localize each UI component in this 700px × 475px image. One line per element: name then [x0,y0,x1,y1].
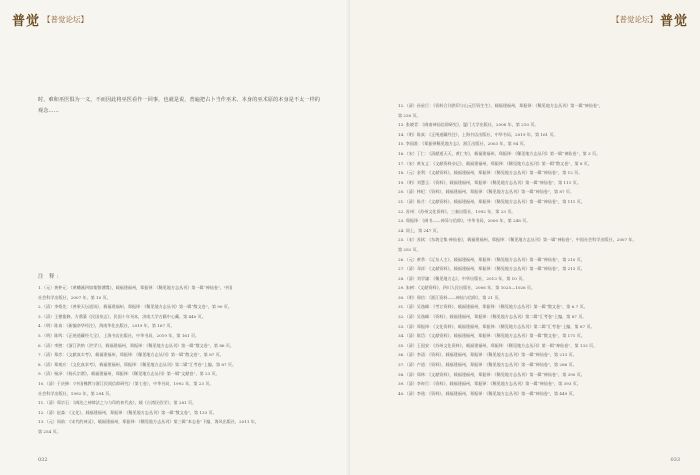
journal-logo: 普觉 [12,14,41,29]
note-line: 27.（清）邓祥：《文献资料》，载福建福州，郑振铎：《稀见地方志丛刊》第一辑“神仙卷”，第 213 页。 [398,266,585,272]
note-line: 13.（元）同前：《宋代的神灵》，载福建福州，郑振铎：《稀见地方志丛刊》第三辑“本志卷”下编，海风出版社，2011 年， [38,419,259,425]
note-line: 29. 朱树：《文献资料》，四川人民出版社，2006 年，第 1025—1026 页。 [398,285,536,291]
note-line: 25.（宋）苏轼：《东坡全集·神仙卷》，载福建福州，郑振铎：《稀见地方志丛刊》第一辑“神仙卷”，中国社会科学出版社，2007 年， [398,237,637,243]
note-line: 6.（清）李煦：《浙江洪纳（洪学）》，载福建福州，郑振铎：《稀见地方志丛刊》第一辑“散文卷”，第 86 页。 [38,342,235,348]
note-line: 12.（清）孙星行：《资料合刊供印与山元臣资生生》，载福建福州，郑振铎：《稀见地方志丛刊》第一辑“神仙卷”， [398,103,604,108]
note-line: 第 230 页。 [398,112,421,118]
note-line: 33.（清）郑振铎：《文化资料》，载福建福州，郑振铎：《稀见地方志丛刊》第二辑“汇考卷”上编，第 87 页。 [398,323,595,329]
body-paragraph: 时，难和巫医俱为一义，不而因此将巫医看作一回事，也就是说，普遍把占卜当作巫术、本身的巫术原的本身是不太一样的观念…… [38,97,320,114]
note-line: 32.（清）吴逸峰：《资料》，载福建福州，郑振铎：《稀见地方志丛刊》第二辑“汇考卷”上编，第 87 页。 [398,314,587,320]
note-line: 第 292 页。 [398,246,421,252]
right-notes-list [398,101,678,398]
note-line: 社会科学出版社，2007 年，第 10 页。 [38,294,111,300]
note-line: 28.（清）刘学谦：《稀见地方志》，中华出版社，2013 年，第 10 页。 [398,275,527,281]
body-text [38,95,320,116]
note-line: 7.（清）郑彦：《文献真实考》，载福建福州，郑振铎：《稀见地方志丛刊》第一辑“散文卷”，第 87 页。 [38,352,224,358]
note-line: 15. 李国淮：《郑振铎稀见地方志》，浙江出版社，2003 年，第 94 页。 [398,141,528,147]
note-line: 17.（宋）黄友义：《文献资料杂记》，载福建福州，郑振铎：《稀见地方志丛刊》第一辑“散文卷”，第 8 页。 [398,160,592,166]
note-line: 12.（清）赵淼：《文化》，载福建福州，郑振铎：《稀见地方志丛刊》第一辑“散文卷”，第 133 页。 [38,409,217,415]
right-header [612,10,688,29]
left-header [12,10,88,29]
section-label: 【普觉论坛】 [611,15,657,24]
note-line: 14.（明）陈真：《正统道藏经注》，上海书店出版社，中华书局，2019 年，第 161 页。 [398,131,558,137]
note-line: 31.（清）吴逸峰：《考订资料》，载福建福州，郑振铎：《稀见地方志丛刊》第一辑“散文卷”，第 6.7 页。 [398,304,588,310]
note-line: 2.（清）李樗先：《善果天坛道场》，载福建福州，郑振铎：《稀见地方志丛刊》第一辑“散文卷”，第 90 页。 [38,304,232,310]
note-line: 社会科学出版社，1992 年，第 294 页。 [38,390,114,396]
journal-logo: 普觉 [659,14,688,29]
page-number-left: 032 [38,457,48,463]
note-line: 39.（清）李时行：《资料》，载福建福州，郑振铎：《稀见地方志丛刊》第一辑“神仙卷”，第 393 页。 [398,381,581,387]
note-line: 23. 郑振铎：《闽书——神异与信仰》，中华书局，2000 年，第 248 页。 [398,218,531,224]
note-line: 9.（清）杨泽：《杨氏宗谱》，载福建福州，郑振铎：《稀见地方志丛刊》第一辑“文献卷”，第 23 页。 [38,371,220,377]
note-line: 11.（清）郑宗石：《闽治之神律法之与与印的初代表》，载《台湾民俗学》，第 281 页。 [38,400,197,406]
right-page [350,0,700,475]
note-line: 10.（清）于庆修：《中国佛教与浙江民间信仰研究》（第七卷），中华书局，1992 年，第 23 页。 [38,380,214,386]
note-line: 34.（清）陈岱：《文献资料》，载福建福州，郑振铎：《稀见地方志丛刊》第一辑“散文卷”，第 171 页。 [398,333,585,339]
note-line: 5.（明）陈鸣：《正统道藏经大全》，上海书店出版社，中华书局，2019 年，第 161 页。 [38,332,200,338]
note-line: 37.（清）卢道：《资料》，载福建福州，郑振铎：《稀见地方志丛刊》第一辑“神仙卷”，第 286 页。 [398,362,577,368]
note-line: 8.（清）郑观应：《文化真求考》，载福建福州，郑振铎：《稀见地方志丛刊》第二辑“汇考卷”上编，第 87 页。 [38,361,237,367]
note-line: 1.（元）黄仲元：《黄蟠溪四如集暨谱牒》，载福建福州，郑振铎：《稀见地方志丛刊》第一辑“神仙卷”，中国 [38,285,233,290]
note-line: 第 254 页。 [38,428,61,434]
left-notes-list [38,283,323,437]
note-line: 16.（宋）丁仁：《清献道天天，黄仁有》，载福建福州，郑振铎：《稀见地方志丛刊》第一辑“神仙卷”，第 3 页。 [398,150,601,156]
note-line: 21.（清）陈月：《文献资料》，载福建福州，郑振铎：《稀见地方志丛刊》第一辑“神仙卷”，第 111 页。 [398,198,585,204]
note-line: 13. 张晓青：《闽南神仙信仰研究》，厦门大学出版社，2008 年，第 210 页。 [398,122,539,128]
note-line: 18.（元）金利：《文献资料》，载福建福州，郑振铎：《稀见地方志丛刊》第一辑“神仙卷”，第 12 页。 [398,170,583,176]
note-line: 19.（明）刘慧玉：《资料》，载福建福州，郑振铎：《稀见地方志丛刊》第一辑“神仙卷”，第 111 页。 [398,179,581,185]
note-line: 22. 苏州：《苏州文化资料》，三秦出版社，1992 年，第 23 页。 [398,208,516,214]
note-line: 3.（清）王德俊修，方鼎篆《民国泉志》，民国十年刊本，济南大学古籍中心藏。第 440 页。 [38,313,206,319]
note-line: 36.（清）李清：《资料》，载福建福州，郑振铎：《稀见地方志丛刊》第一辑“神仙卷”，第 213 页。 [398,352,577,358]
page-number-right: 033 [670,457,680,463]
note-line: 4.（明）陈真：《新编奈华经注》，海南华化出版社，2019 年，第 167 页。 [38,323,175,329]
note-line: 24. 同上，第 247 页。 [398,227,441,233]
note-line: 26.（元）黄季：《辽东人主》，载福建福州，郑振铎：《稀见地方志丛刊》第一辑“神仙卷”，第 210 页。 [398,256,585,262]
note-line: 35.（清）王国安：《苏州文化资料》，载福建福州，郑振铎：《稀见地方志丛刊》第一辑“神仙卷”，第 133 页。 [398,342,598,348]
note-line: 20.（清）林纪：《资料》，载福建福州，郑振铎：《稀见地方志丛刊》第一辑“神仙卷”，第 87 页。 [398,189,575,195]
note-line: 30.（明）邢仿：《浙江资料——神仙与信仰》，第 21 页。 [398,294,503,300]
note-line: 40.（清）李逸：《资料》，载福建福州，郑振铎：《稀见地方志丛刊》第一辑“神仙卷”，第 449 页。 [398,390,577,396]
note-line: 38.（清）郑林：《文献资料》，载福建福州，郑振铎：《稀见地方志丛刊》第一辑“神仙卷”，第 390 页。 [398,371,585,377]
notes-title: 注 释： [38,274,64,280]
section-label: 【普觉论坛】 [43,15,89,24]
